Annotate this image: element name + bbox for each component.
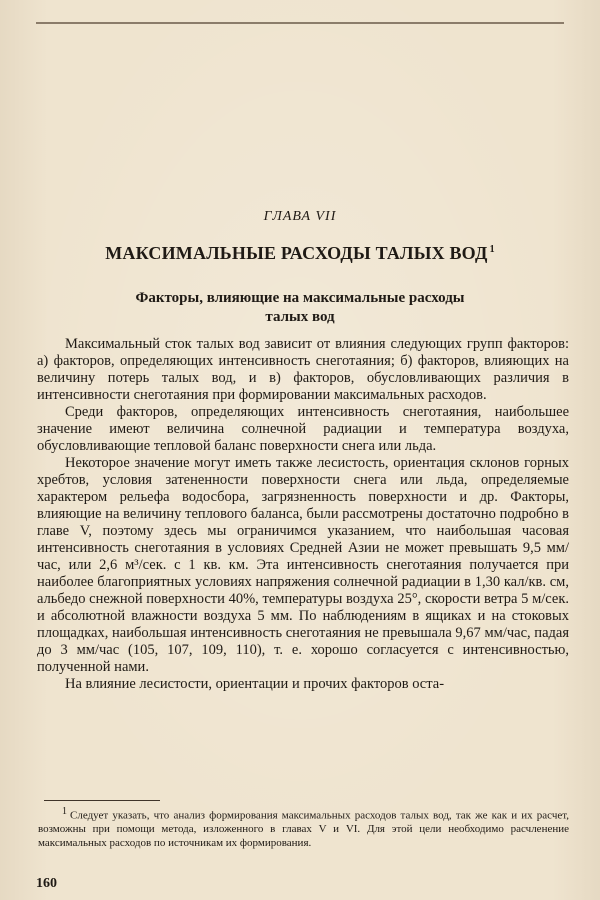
chapter-title-text: МАКСИМАЛЬНЫЕ РАСХОДЫ ТАЛЫХ ВОД xyxy=(105,243,488,263)
footnote-mark: 1 xyxy=(62,806,67,817)
footnote xyxy=(38,805,569,850)
chapter-title xyxy=(0,243,600,264)
section-title-line-1: Факторы, влияющие на максимальные расходы xyxy=(135,290,465,306)
body-text xyxy=(37,336,569,693)
section-title xyxy=(0,289,600,327)
paragraph-2: Среди факторов, определяющих интенсивность снеготаяния, наибольшее значение имеют величина солнечной радиации и температура воздуха, обусловливающие тепловой баланс поверхности снега или льда. xyxy=(37,404,569,454)
paragraph-4: На влияние лесистости, ориентации и прочих факторов оста- xyxy=(65,676,445,692)
chapter-title-note-mark: 1 xyxy=(489,244,495,255)
footnote-rule xyxy=(44,800,160,801)
paragraph-3: Некоторое значение могут иметь также лесистость, ориентация склонов горных хребтов, условия затененности поверхности снега или льда, определяемые характером рельефа водосбора, загрязненность поверхности и др. Факторы, влияющие на величину теплового баланса, были рассмотрены достаточно подробно в главе V, поэтому здесь мы ограничимся указанием, что наибольшая часовая интенсивность снеготаяния в условиях Средней Азии не может превышать 9,5 мм/час, или 2,6 м³/сек. с 1 кв. км. Эта интенсивность снеготаяния получается при наиболее благоприятных условиях напряжения солнечной радиации в 1,30 кал/кв. см, альбедо снежной поверхности 40%, температуры воздуха 25°, скорости ветра 5 м/сек. и абсолютной влажности воздуха 5 мм. По наблюдениям в ящиках и на стоковых площадках, наибольшая интенсивность снеготаяния не превышала 9,67 мм/час, падая до 3 мм/час (105, 107, 109, 110), т. е. хорошо согласуется с интенсивностью, полученной нами. xyxy=(37,455,569,675)
section-title-line-2: талых вод xyxy=(265,309,335,325)
paragraph-1: Максимальный сток талых вод зависит от влияния следующих групп факторов: а) факторов, определяющих интенсивность снеготаяния; б) факторов, влияющих на величину потерь талых вод, и в) факторов, обусловливающих различия в интенсивности снеготаяния при формировании максимальных расходов. xyxy=(37,336,569,403)
chapter-label: ГЛАВА VII xyxy=(263,209,337,224)
footnote-text: Следует указать, что анализ формирования максимальных расходов талых вод, так же как и их расчет, возможны при помощи метода, изложенного в главах V и VI. Для этой цели необходимо расчленение максимальных расходов по источникам их формирования. xyxy=(38,809,569,849)
page-number: 160 xyxy=(36,876,57,891)
top-rule xyxy=(36,22,564,24)
